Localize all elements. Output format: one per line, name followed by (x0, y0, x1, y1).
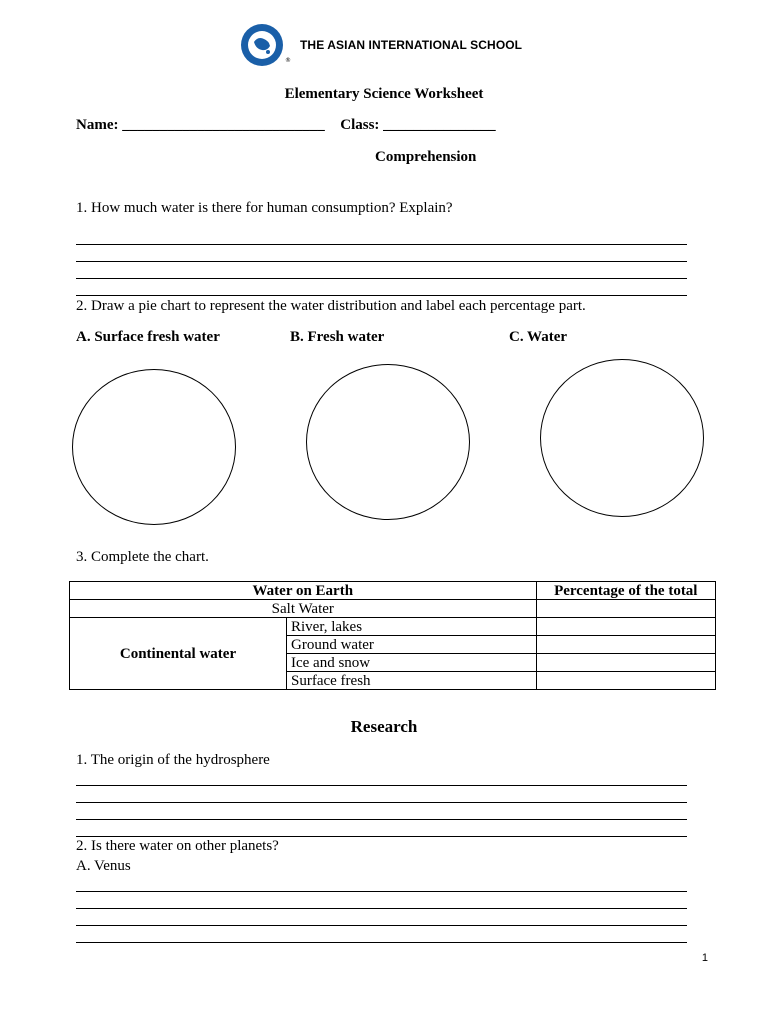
section-title-research: Research (350, 717, 418, 736)
water-chart-table (69, 581, 716, 690)
pie-label-b: B. Fresh water (290, 329, 385, 345)
question-3: 3. Complete the chart. (76, 549, 209, 565)
pie-circle-a[interactable] (72, 369, 236, 525)
research-question-2a: A. Venus (76, 858, 131, 874)
pie-label-c: C. Water (509, 329, 568, 345)
class-blank[interactable]: _______________ (383, 117, 496, 133)
answer-line[interactable] (76, 785, 687, 786)
school-name: THE ASIAN INTERNATIONAL SCHOOL (300, 38, 523, 52)
answer-line[interactable] (76, 836, 687, 837)
question-2: 2. Draw a pie chart to represent the water distribution and label each percentage part. (76, 298, 586, 314)
table-header-percentage: Percentage of the total (536, 582, 715, 600)
pie-label-a: A. Surface fresh water (76, 329, 220, 345)
percentage-cell[interactable] (536, 618, 715, 636)
table-row (70, 600, 716, 618)
answer-line[interactable] (76, 891, 687, 892)
percentage-cell[interactable] (536, 654, 715, 672)
percentage-cell[interactable] (536, 600, 715, 618)
name-blank[interactable]: ___________________________ (122, 117, 325, 133)
answer-line[interactable] (76, 278, 687, 279)
answer-line[interactable] (76, 925, 687, 926)
answer-line[interactable] (76, 261, 687, 262)
class-label: Class: (340, 117, 380, 133)
answer-line[interactable] (76, 942, 687, 943)
name-label: Name: (76, 117, 119, 133)
row-label: Ground water (287, 636, 537, 654)
answer-line[interactable] (76, 819, 687, 820)
pie-circle-b[interactable] (306, 364, 470, 520)
percentage-cell[interactable] (536, 636, 715, 654)
registered-mark: ® (285, 57, 291, 64)
section-title-comprehension: Comprehension (375, 149, 477, 165)
table-row (70, 618, 716, 636)
research-question-2: 2. Is there water on other planets? (76, 838, 279, 854)
worksheet-title: Elementary Science Worksheet (284, 86, 484, 102)
answer-line[interactable] (76, 802, 687, 803)
row-label-continental-water: Continental water (70, 618, 287, 690)
pie-circle-c[interactable] (540, 359, 704, 517)
page-number: 1 (701, 952, 708, 964)
row-label: River, lakes (287, 618, 537, 636)
answer-line[interactable] (76, 244, 687, 245)
row-label: Surface fresh (287, 672, 537, 690)
answer-line[interactable] (76, 295, 687, 296)
row-label-salt-water: Salt Water (70, 600, 537, 618)
name-field-row (76, 117, 496, 134)
answer-line[interactable] (76, 908, 687, 909)
question-1: 1. How much water is there for human consumption? Explain? (76, 200, 453, 216)
research-question-1: 1. The origin of the hydrosphere (76, 752, 270, 768)
table-header-row (70, 582, 716, 600)
school-logo (240, 22, 290, 68)
percentage-cell[interactable] (536, 672, 715, 690)
table-header-water-on-earth: Water on Earth (70, 582, 537, 600)
row-label: Ice and snow (287, 654, 537, 672)
